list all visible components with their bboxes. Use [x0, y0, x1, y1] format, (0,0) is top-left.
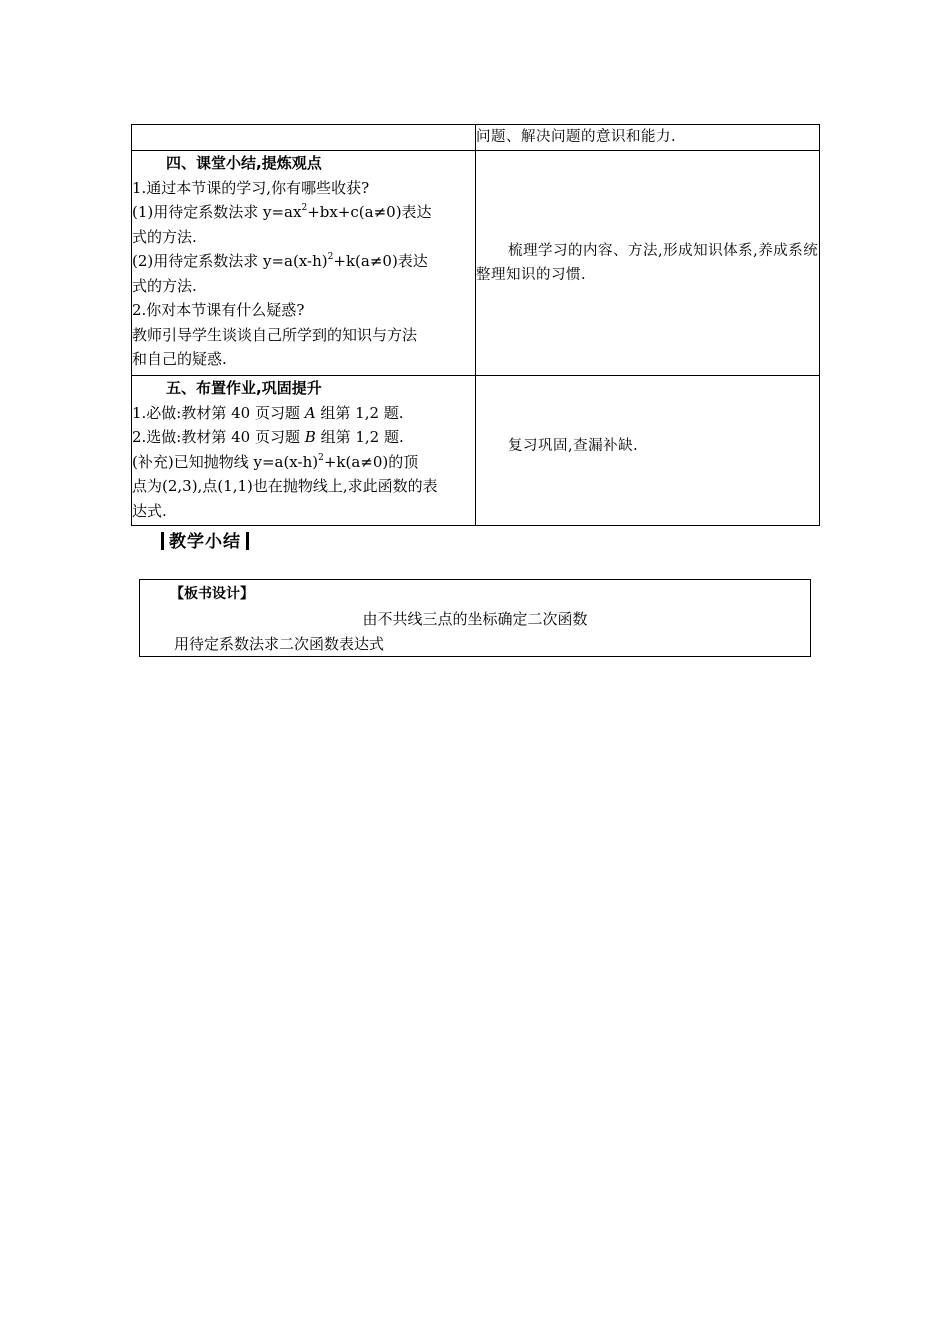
- homework-extra-a: (补充)已知抛物线 y=a(x-h): [132, 452, 319, 471]
- homework-required-var: A: [304, 403, 316, 422]
- table-row: [132, 376, 820, 526]
- summary-intent-cell: [476, 151, 820, 376]
- summary-q2: 2.你对本节课有什么疑惑?: [132, 301, 305, 319]
- summary-item1-cont: 式的方法.: [132, 227, 197, 246]
- homework-optional-b: 组第 1,2 题.: [315, 428, 404, 446]
- summary-item2-cont: 式的方法.: [132, 276, 197, 295]
- homework-required-b: 组第 1,2 题.: [315, 403, 404, 422]
- heading-bar-right: [246, 532, 249, 550]
- lesson-table: [131, 124, 820, 526]
- board-line: 用待定系数法求二次函数表达式: [174, 635, 385, 653]
- section-heading-text: 教学小结: [169, 532, 241, 552]
- homework-extra-sup: 2: [318, 452, 324, 463]
- heading-bar-left: [161, 532, 164, 550]
- homework-required-a: 1.必做:教材第 40 页习题: [132, 403, 305, 422]
- homework-extra-cont: 点为(2,3),点(1,1)也在抛物线上,求此函数的表: [132, 477, 438, 495]
- homework-title: 五、布置作业,巩固提升: [166, 379, 322, 397]
- homework-required: [132, 401, 475, 426]
- summary-item2-a: (2)用待定系数法求 y=a(x-h): [132, 252, 328, 270]
- board-design-box: [139, 579, 811, 657]
- summary-item1: [132, 200, 475, 225]
- summary-item1-b: +bx+c(a≠0)表达: [307, 203, 432, 221]
- summary-item2: [132, 249, 475, 274]
- homework-cell: [132, 376, 476, 526]
- summary-title: 四、课堂小结,提炼观点: [166, 154, 322, 172]
- homework-extra-end: 达式.: [132, 501, 167, 520]
- table-row: [132, 151, 820, 376]
- summary-item2-b: +k(a≠0)表达: [333, 252, 428, 270]
- homework-optional-var: B: [304, 428, 316, 446]
- homework-intent-text: 复习巩固,查漏补缺.: [508, 438, 639, 455]
- homework-extra: [132, 450, 475, 475]
- homework-extra-b: +k(a≠0)的顶: [323, 452, 419, 471]
- summary-cell: [132, 151, 476, 376]
- homework-optional-a: 2.选做:教材第 40 页习题: [132, 428, 305, 446]
- table-cell-empty: [132, 125, 476, 151]
- homework-optional: [132, 425, 475, 450]
- board-title: 由不共线三点的坐标确定二次函数: [362, 610, 588, 628]
- homework-intent-cell: [476, 376, 820, 526]
- summary-intent-text: 梳理学习的内容、方法,形成知识体系,养成系统整理知识的习惯.: [476, 242, 819, 283]
- summary-q1: 1.通过本节课的学习,你有哪些收获?: [132, 178, 370, 197]
- summary-guide: 教师引导学生谈谈自己所学到的知识与方法: [132, 325, 418, 344]
- summary-guide-cont: 和自己的疑惑.: [132, 350, 227, 368]
- goal-text: 问题、解决问题的意识和能力.: [476, 129, 677, 145]
- summary-item1-a: (1)用待定系数法求 y=ax: [132, 203, 302, 221]
- table-cell-goal: [476, 125, 820, 151]
- summary-item2-sup: 2: [327, 252, 334, 262]
- section-heading: [156, 527, 254, 552]
- board-label: 【板书设计】: [170, 586, 254, 602]
- summary-item1-sup: 2: [301, 203, 308, 213]
- table-row: [132, 125, 820, 151]
